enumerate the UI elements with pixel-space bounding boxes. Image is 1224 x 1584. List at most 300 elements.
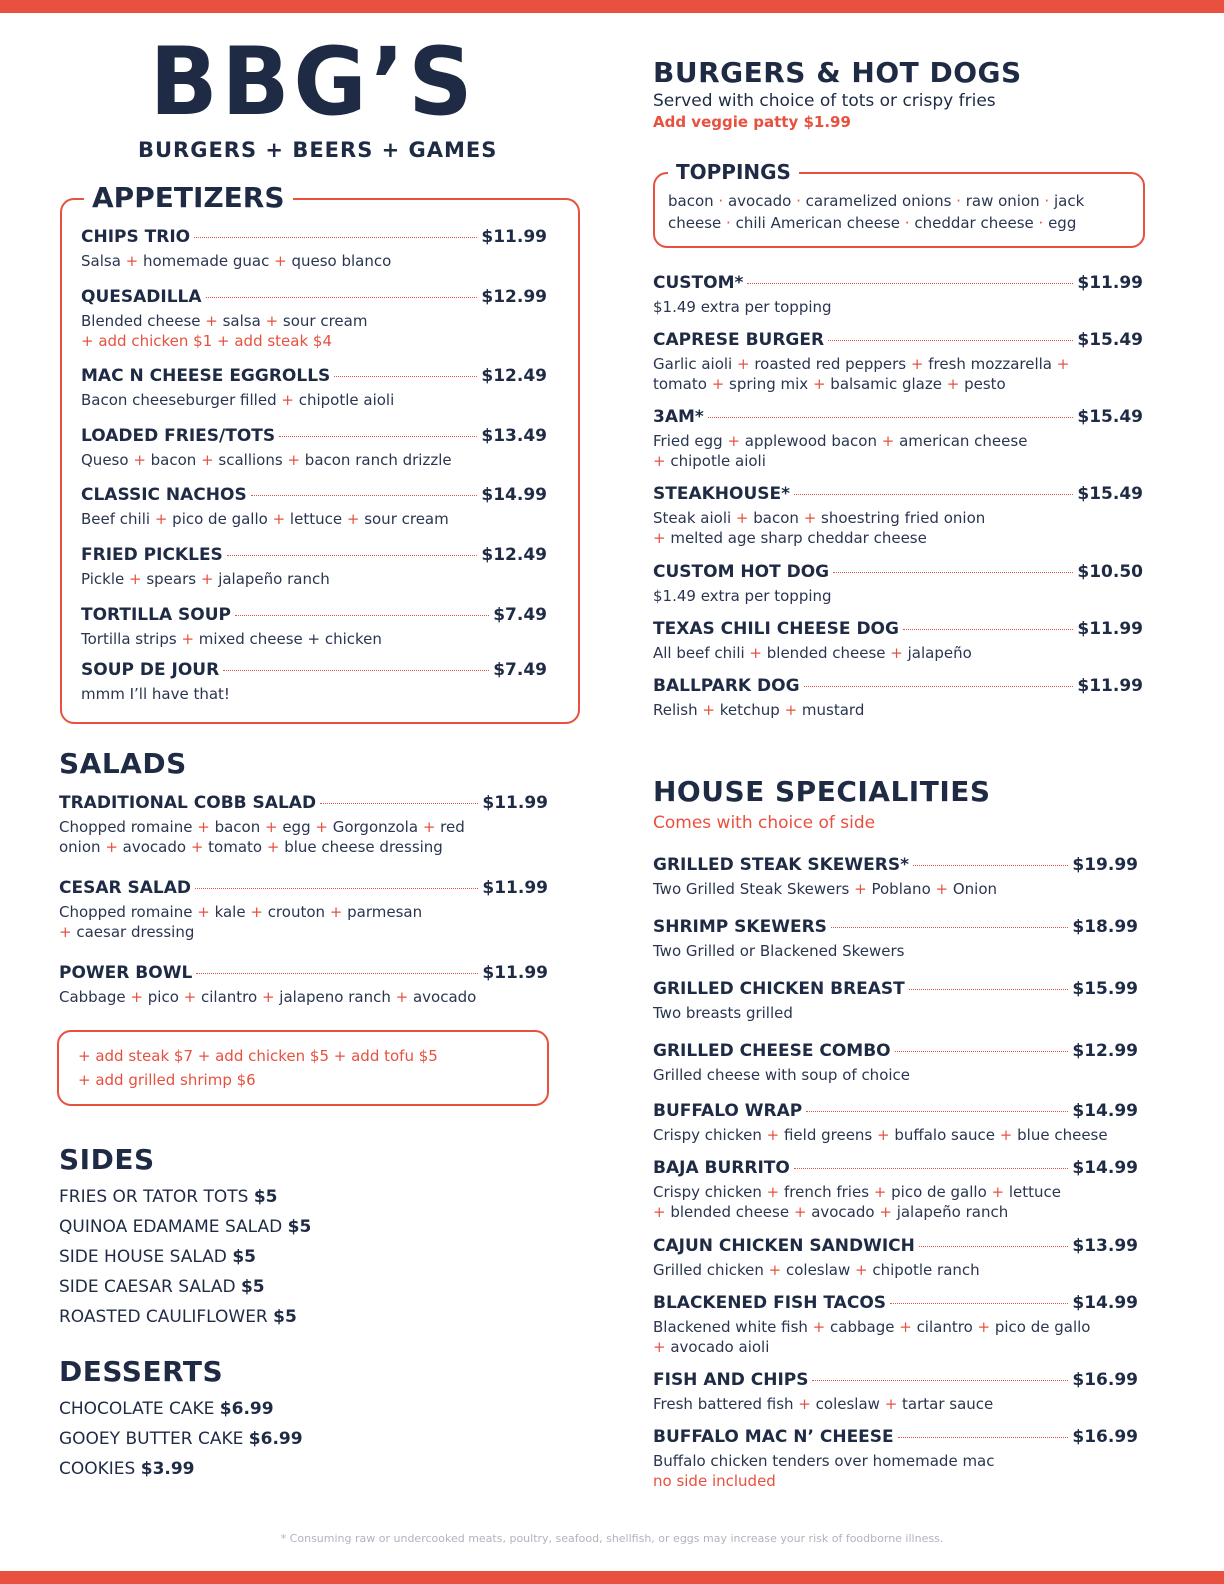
separator: +	[200, 570, 214, 588]
menu-item-description	[653, 508, 1143, 528]
menu-item-name: LOADED FRIES/TOTS	[81, 426, 276, 446]
desc-text: melted age sharp cheddar cheese	[665, 529, 927, 547]
separator: +	[999, 1126, 1013, 1144]
menu-item	[653, 675, 1143, 720]
desc-text: Crispy chicken	[653, 1126, 767, 1144]
separator: +	[287, 451, 301, 469]
menu-item	[653, 272, 1143, 317]
dot-leader	[747, 283, 1073, 284]
desc-text: ketchup	[714, 701, 785, 719]
menu-item-price: $12.49	[481, 366, 547, 386]
desc-text: pico	[143, 988, 184, 1006]
menu-item-price: $10.50	[1077, 562, 1143, 582]
desc-text: spring mix	[724, 375, 813, 393]
menu-item-name: QUESADILLA	[81, 287, 202, 307]
desc-text: cabbage	[825, 1318, 900, 1336]
menu-item-row	[59, 962, 548, 984]
dot-leader	[708, 417, 1074, 418]
menu-item-price: $7.49	[493, 660, 547, 680]
menu-item-price: $14.99	[481, 485, 547, 505]
separator: ·	[726, 214, 731, 232]
dot-leader	[194, 237, 477, 238]
salads-list	[59, 792, 548, 1022]
menu-item	[81, 365, 547, 410]
desc-text: american cheese	[894, 432, 1028, 450]
desc-text: avocado	[806, 1203, 880, 1221]
desc-text: avocado aioli	[665, 1338, 770, 1356]
menu-item-name: CESAR SALAD	[59, 878, 191, 898]
menu-item-description	[653, 1182, 1138, 1202]
desc-text: jalapeño	[902, 644, 972, 662]
separator: +	[798, 1395, 811, 1413]
desc-text: Chopped romaine	[59, 903, 198, 921]
menu-item-description	[653, 1337, 1138, 1357]
menu-item-description	[653, 1394, 1138, 1414]
menu-item-description	[81, 629, 547, 649]
separator: +	[128, 570, 142, 588]
sides-list	[59, 1186, 459, 1336]
desc-text: Fried egg	[653, 432, 728, 450]
separator: +	[125, 252, 139, 270]
desc-text: chili American cheese	[730, 214, 905, 232]
dot-leader	[895, 1051, 1069, 1052]
menu-item-row	[653, 854, 1138, 876]
separator: +	[784, 701, 798, 719]
menu-item	[81, 425, 547, 470]
menu-item-description	[653, 1260, 1138, 1280]
menu-item-price: $14.99	[1072, 1293, 1138, 1313]
menu-item-row	[653, 329, 1143, 351]
desserts-list	[59, 1398, 459, 1488]
desc-text: caesar dressing	[71, 923, 195, 941]
separator: +	[935, 880, 949, 898]
separator: +	[736, 355, 750, 373]
desc-text: Queso	[81, 451, 134, 469]
menu-item-description	[653, 431, 1143, 451]
list-item-name: COOKIES	[59, 1459, 141, 1479]
menu-item-price: $16.99	[1072, 1427, 1138, 1447]
burgers-title: BURGERS & HOT DOGS	[653, 56, 1022, 89]
list-item	[59, 1428, 303, 1450]
desc-text: mixed cheese + chicken	[194, 630, 382, 648]
brand-name: BBG’S	[149, 28, 477, 137]
separator: +	[991, 1183, 1005, 1201]
list-item-price: $5	[273, 1307, 297, 1327]
desc-text: bacon ranch drizzle	[300, 451, 452, 469]
list-item-name: ROASTED CAULIFLOWER	[59, 1307, 274, 1327]
menu-item	[59, 962, 548, 1007]
menu-item	[653, 1040, 1138, 1085]
list-item	[59, 1306, 297, 1328]
house-list	[653, 854, 1138, 1494]
desc-text: blue cheese	[1012, 1126, 1108, 1144]
desc-text: cilantro	[196, 988, 262, 1006]
desc-text: lettuce	[1004, 1183, 1062, 1201]
desc-text: Gorgonzola	[327, 818, 423, 836]
menu-item-name: CLASSIC NACHOS	[81, 485, 247, 505]
desc-text: tomato	[653, 375, 712, 393]
desc-text: pico de gallo	[167, 510, 273, 528]
menu-item-row	[653, 406, 1143, 428]
separator: +	[250, 903, 263, 921]
separator: +	[154, 510, 168, 528]
desc-text: bacon	[668, 192, 719, 210]
menu-item-price: $11.99	[1077, 273, 1143, 293]
menu-item	[81, 544, 547, 589]
separator: +	[105, 838, 118, 856]
desc-text: queso blanco	[286, 252, 392, 270]
desc-text: Pickle	[81, 570, 129, 588]
menu-item-name: BUFFALO MAC N’ CHEESE	[653, 1427, 894, 1447]
menu-item-row	[653, 978, 1138, 1000]
menu-item	[653, 1292, 1138, 1357]
desc-text: balsamic glaze	[825, 375, 947, 393]
desc-text: jalapeño ranch	[213, 570, 330, 588]
desc-text: crouton	[262, 903, 330, 921]
desc-text: blended cheese	[665, 1203, 794, 1221]
separator: +	[329, 903, 343, 921]
menu-item-name: 3AM*	[653, 407, 704, 427]
menu-item	[81, 286, 547, 351]
desc-text: Grilled cheese with soup of choice	[653, 1066, 911, 1084]
menu-item-price: $19.99	[1072, 855, 1138, 875]
list-item-price: $6.99	[248, 1429, 303, 1449]
house-header	[653, 775, 1153, 834]
menu-item-row	[81, 365, 547, 387]
menu-item-name: CAPRESE BURGER	[653, 330, 825, 350]
desc-text: avocado	[408, 988, 477, 1006]
list-item	[59, 1246, 256, 1268]
desc-text: Cabbage	[59, 988, 131, 1006]
menu-item-name: CUSTOM*	[653, 273, 744, 293]
menu-item-description	[81, 251, 547, 271]
desc-text: $1.49 extra per topping	[653, 298, 832, 316]
separator: +	[59, 923, 72, 941]
menu-item-row	[59, 877, 548, 899]
menu-item-row	[81, 484, 547, 506]
list-item-price: $5	[232, 1247, 256, 1267]
menu-item-row	[653, 675, 1143, 697]
separator: +	[264, 818, 278, 836]
menu-item-row	[81, 544, 547, 566]
menu-item	[653, 406, 1143, 471]
menu-item-price: $11.99	[482, 878, 548, 898]
menu-item	[653, 916, 1138, 961]
menu-item-price: $11.99	[482, 793, 548, 813]
menu-item-price: $12.99	[481, 287, 547, 307]
list-item	[59, 1216, 311, 1238]
separator: +	[315, 818, 328, 836]
desc-text: avocado	[117, 838, 191, 856]
menu-item	[59, 792, 548, 857]
desc-text: Onion	[948, 880, 998, 898]
menu-item-name: GRILLED CHEESE COMBO	[653, 1041, 891, 1061]
desc-text: raw onion	[960, 192, 1045, 210]
menu-item-price: $15.49	[1077, 484, 1143, 504]
desc-text: $1.49 extra per topping	[653, 587, 832, 605]
desc-text: egg	[1043, 214, 1077, 232]
desc-text: Bacon cheeseburger filled	[81, 391, 282, 409]
menu-item-description	[653, 1451, 1138, 1471]
separator: +	[181, 630, 195, 648]
dot-leader	[890, 1303, 1068, 1304]
menu-item-row	[653, 1426, 1138, 1448]
menu-item-description	[81, 390, 547, 410]
desc-text: french fries	[779, 1183, 874, 1201]
desserts-title: DESSERTS	[59, 1355, 224, 1388]
separator: +	[395, 988, 409, 1006]
menu-item-name: GRILLED STEAK SKEWERS*	[653, 855, 909, 875]
desc-text: lettuce	[285, 510, 347, 528]
menu-item-row	[59, 792, 548, 814]
menu-item	[653, 854, 1138, 899]
brand-logo	[138, 28, 498, 162]
desc-text: kale	[209, 903, 251, 921]
separator: +	[130, 988, 143, 1006]
menu-item-description	[81, 311, 547, 331]
dot-leader	[196, 973, 478, 974]
desc-text: Relish	[653, 701, 703, 719]
separator: +	[727, 432, 741, 450]
separator: ·	[718, 192, 724, 210]
addon-text: + add steak $7 + add chicken $5 + add tofu $5	[78, 1047, 438, 1065]
desc-text: Chopped romaine	[59, 818, 198, 836]
menu-item-name: TORTILLA SOUP	[81, 605, 231, 625]
separator: +	[133, 451, 146, 469]
separator: +	[281, 391, 294, 409]
menu-item-addons: + add chicken $1 + add steak $4	[81, 332, 333, 350]
desc-text: blended cheese	[762, 644, 891, 662]
menu-item-row	[81, 425, 547, 447]
separator: +	[205, 312, 218, 330]
menu-item	[81, 226, 547, 271]
list-item	[59, 1276, 265, 1298]
desc-text: sour cream	[359, 510, 449, 528]
desc-text: shoestring fried onion	[816, 509, 986, 527]
separator: +	[1056, 355, 1070, 373]
desc-text: roasted red peppers	[749, 355, 911, 373]
separator: +	[873, 1183, 887, 1201]
salad-addons-line-2	[78, 1070, 256, 1090]
menu-item-row	[653, 618, 1143, 640]
dot-leader	[913, 865, 1068, 866]
menu-item-price: $15.99	[1072, 979, 1138, 999]
desc-text: egg	[277, 818, 316, 836]
separator: +	[266, 838, 280, 856]
dot-leader	[804, 686, 1074, 687]
menu-item-description	[653, 643, 1143, 663]
separator: +	[977, 1318, 991, 1336]
house-title: HOUSE SPECIALITIES	[653, 775, 991, 808]
menu-item	[653, 618, 1143, 663]
menu-item	[81, 659, 547, 704]
desc-text: avocado	[723, 192, 797, 210]
desc-text: chipotle aioli	[665, 452, 766, 470]
dot-leader	[223, 670, 489, 671]
list-item-name: SIDE HOUSE SALAD	[59, 1247, 233, 1267]
menu-item-name: SOUP DE JOUR	[81, 660, 220, 680]
desc-text: homemade guac	[138, 252, 275, 270]
desc-text: mustard	[797, 701, 865, 719]
menu-item-description	[653, 451, 1143, 471]
desc-text: Blended cheese	[81, 312, 206, 330]
menu-item-name: BUFFALO WRAP	[653, 1101, 803, 1121]
separator: +	[877, 1126, 890, 1144]
separator: +	[749, 644, 762, 662]
separator: ·	[1044, 192, 1050, 210]
desc-text: pico de gallo	[990, 1318, 1091, 1336]
desc-text: Two Grilled or Blackened Skewers	[653, 942, 905, 960]
menu-item-name: CUSTOM HOT DOG	[653, 562, 830, 582]
menu-item-row	[653, 561, 1143, 583]
addon-text: + add grilled shrimp $6	[78, 1071, 256, 1089]
menu-item-description	[653, 1317, 1138, 1337]
salad-addons-box	[57, 1030, 549, 1106]
dot-leader	[794, 494, 1073, 495]
list-item	[59, 1186, 278, 1208]
menu-item-row	[81, 286, 547, 308]
separator: +	[653, 529, 666, 547]
list-item-name: CHOCOLATE CAKE	[59, 1399, 220, 1419]
menu-item-description	[81, 569, 547, 589]
desc-text: Poblano	[866, 880, 936, 898]
separator: +	[274, 252, 287, 270]
desc-text: cheese	[668, 214, 727, 232]
menu-item-price: $15.49	[1077, 330, 1143, 350]
separator: +	[422, 818, 436, 836]
menu-item-name: SHRIMP SKEWERS	[653, 917, 827, 937]
menu-item-name: MAC N CHEESE EGGROLLS	[81, 366, 331, 386]
menu-item-description	[653, 374, 1143, 394]
menu-item	[653, 329, 1143, 394]
sides-section	[59, 1143, 459, 1177]
separator: +	[201, 451, 214, 469]
desc-text: Grilled chicken	[653, 1261, 769, 1279]
menu-item-name: STEAKHOUSE*	[653, 484, 791, 504]
desc-text: salsa	[217, 312, 266, 330]
desc-text: Salsa	[81, 252, 126, 270]
menu-item-description	[653, 700, 1143, 720]
separator: ·	[796, 192, 801, 210]
desc-text: Tortilla strips	[81, 630, 182, 648]
list-item-name: FRIES OR TATOR TOTS	[59, 1187, 254, 1207]
separator: +	[768, 1261, 782, 1279]
separator: +	[735, 509, 749, 527]
separator: +	[884, 1395, 898, 1413]
menu-item-description	[81, 509, 547, 529]
dot-leader	[806, 1111, 1068, 1112]
separator: +	[653, 1203, 666, 1221]
menu-item-price: $11.99	[481, 227, 547, 247]
menu-item-row	[653, 483, 1143, 505]
list-item-name: SIDE CAESAR SALAD	[59, 1277, 241, 1297]
separator: +	[653, 452, 666, 470]
menu-item-price: $12.49	[481, 545, 547, 565]
desc-text: Blackened white fish	[653, 1318, 813, 1336]
menu-item-price: $14.99	[1072, 1158, 1138, 1178]
separator: +	[261, 988, 275, 1006]
toppings-line-2	[668, 213, 1076, 233]
separator: +	[190, 838, 204, 856]
menu-item-row	[653, 916, 1138, 938]
desc-text: bacon	[748, 509, 804, 527]
desc-text: Two Grilled Steak Skewers	[653, 880, 855, 898]
dot-leader	[833, 572, 1073, 573]
list-item-price: $5	[287, 1217, 312, 1237]
desc-text: All beef chili	[653, 644, 750, 662]
menu-item-price: $18.99	[1072, 917, 1138, 937]
desc-text: onion	[59, 838, 106, 856]
menu-item-description	[59, 837, 548, 857]
menu-item-price: $11.99	[1077, 619, 1143, 639]
dot-leader	[919, 1246, 1069, 1247]
menu-item-price: $14.99	[1072, 1101, 1138, 1121]
desc-text: jalapeno ranch	[274, 988, 396, 1006]
menu-item	[653, 561, 1143, 606]
separator: +	[183, 988, 197, 1006]
salads-section	[59, 747, 559, 781]
menu-item	[59, 877, 548, 942]
menu-item-description	[59, 987, 548, 1007]
desc-text: coleslaw	[810, 1395, 885, 1413]
menu-item-row	[653, 1292, 1138, 1314]
menu-item	[653, 1426, 1138, 1491]
menu-item-price: $15.49	[1077, 407, 1143, 427]
bottom-accent-bar	[0, 1571, 1224, 1584]
sides-title: SIDES	[59, 1143, 155, 1176]
menu-item-row	[653, 272, 1143, 294]
dot-leader	[812, 1380, 1068, 1381]
separator: +	[272, 510, 286, 528]
desserts-section	[59, 1355, 459, 1389]
menu-item	[653, 1100, 1138, 1145]
list-item-price: $3.99	[140, 1459, 195, 1479]
menu-item-description	[653, 1202, 1138, 1222]
separator: +	[711, 375, 725, 393]
menu-item-description	[653, 879, 1138, 899]
menu-item-description	[653, 1065, 1138, 1085]
menu-item-price: $16.99	[1072, 1370, 1138, 1390]
menu-item	[653, 978, 1138, 1023]
desc-text: blue cheese dressing	[279, 838, 443, 856]
desc-text: red	[435, 818, 465, 836]
desc-text: Beef chili	[81, 510, 155, 528]
menu-item-name: TRADITIONAL COBB SALAD	[59, 793, 317, 813]
desc-text: coleslaw	[781, 1261, 856, 1279]
desc-text: jalapeño ranch	[891, 1203, 1009, 1221]
menu-item	[653, 1235, 1138, 1280]
desc-text: parmesan	[342, 903, 423, 921]
toppings-title: TOPPINGS	[668, 160, 799, 184]
menu-item-description	[59, 922, 548, 942]
desc-text: Crispy chicken	[653, 1183, 767, 1201]
desc-text: Garlic aioli	[653, 355, 737, 373]
separator: +	[793, 1203, 807, 1221]
desc-text: fresh mozzarella	[923, 355, 1057, 373]
salad-addons-line-1	[78, 1046, 438, 1066]
desc-text: Steak aioli	[653, 509, 736, 527]
menu-item-description	[81, 684, 547, 704]
desc-text: Fresh battered fish	[653, 1395, 799, 1413]
separator: +	[197, 903, 210, 921]
menu-item	[653, 1157, 1138, 1222]
desc-text: tomato	[203, 838, 267, 856]
menu-item-name: FISH AND CHIPS	[653, 1370, 809, 1390]
menu-item-price: $13.99	[1072, 1236, 1138, 1256]
menu-item-row	[653, 1100, 1138, 1122]
menu-item-price: $11.99	[1077, 676, 1143, 696]
dot-leader	[320, 803, 478, 804]
